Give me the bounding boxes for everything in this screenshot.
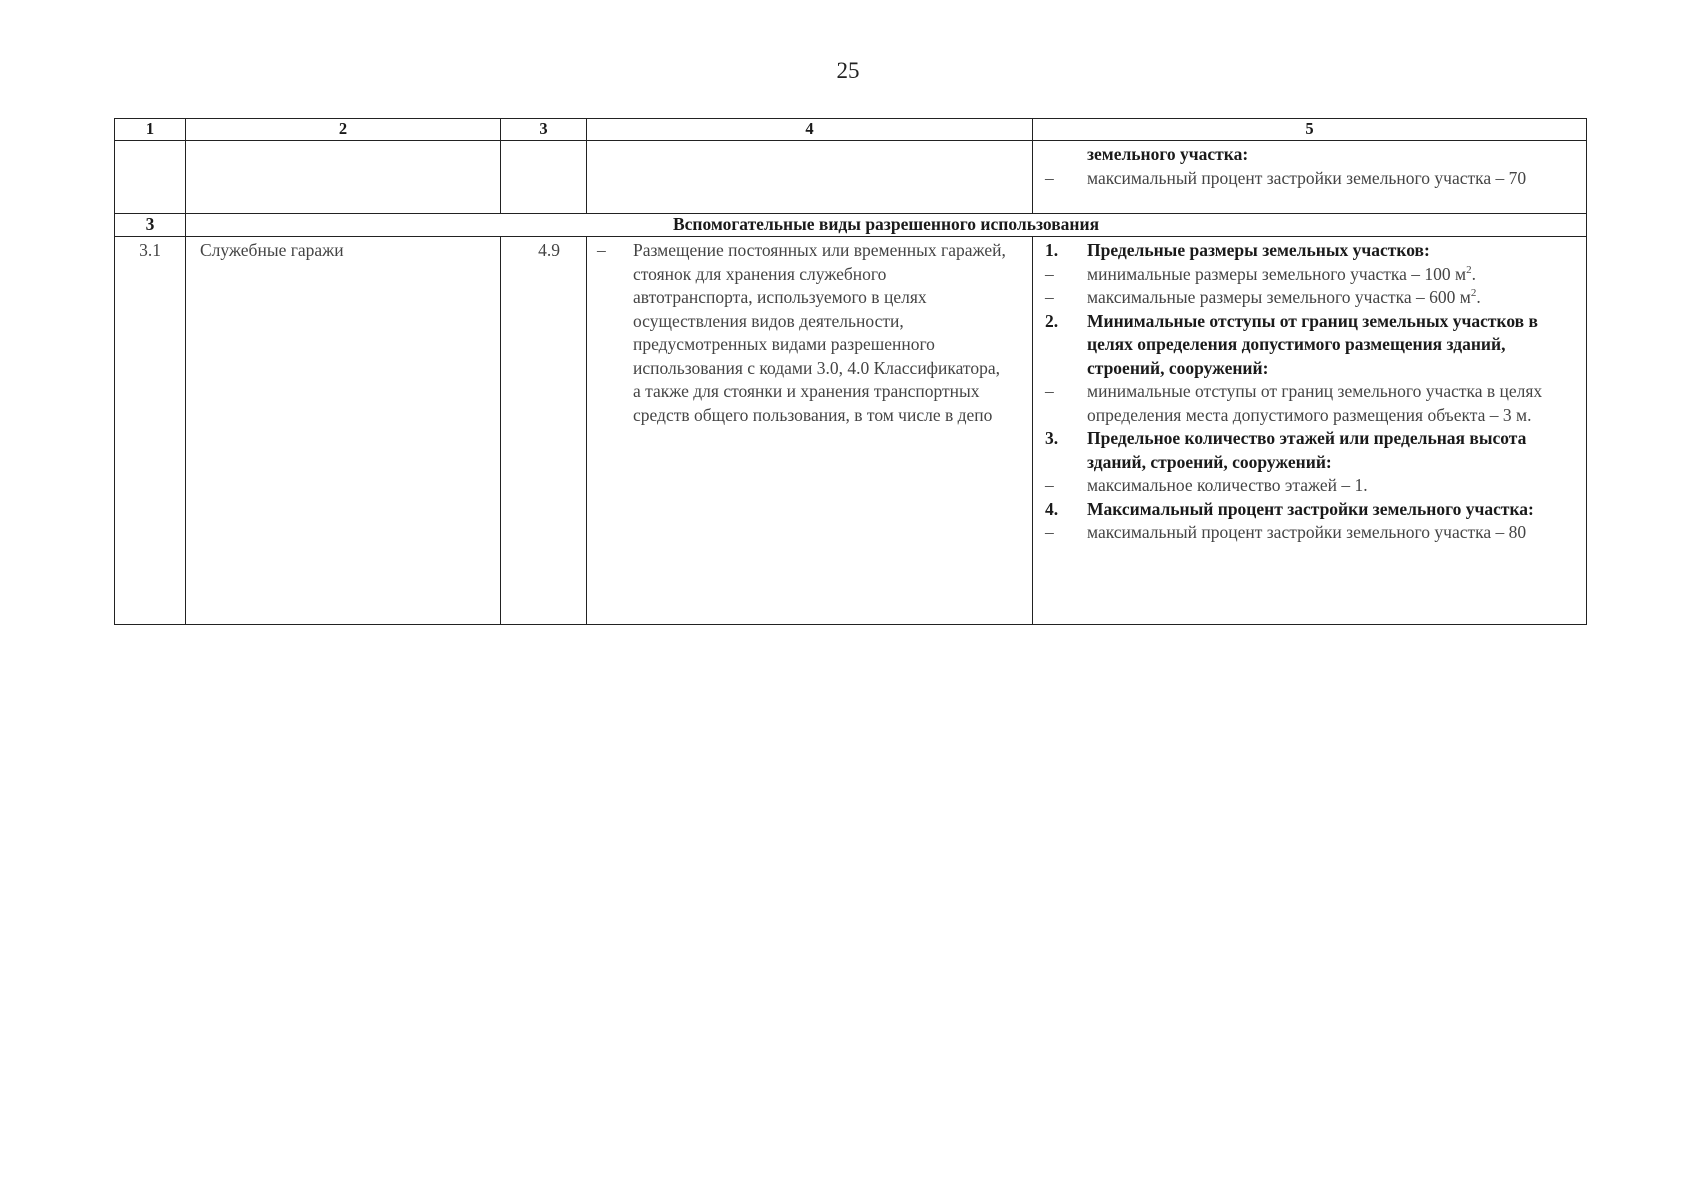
header-col-3: 3 xyxy=(501,119,587,141)
section-row xyxy=(115,214,1587,237)
section-title: Вспомогательные виды разрешенного использования xyxy=(186,214,1587,237)
param-heading-2: 2. Минимальные отступы от границ земельных участков в целях определения допустимого размещения зданий, строений, сооружений: xyxy=(1045,310,1538,378)
list-item xyxy=(1043,521,1576,545)
list-item xyxy=(1043,474,1576,498)
param-heading-3: 3. Предельное количество этажей или предельная высота зданий, строений, сооружений: xyxy=(1045,428,1527,472)
list-item: – максимальные размеры земельного участка – 600 $м^2$. xyxy=(1043,286,1576,310)
dash-marker: – xyxy=(1045,522,1054,542)
dash-marker: – xyxy=(1045,381,1054,401)
regulations-table xyxy=(114,118,1587,625)
header-col-4: 4 xyxy=(587,119,1033,141)
dash-marker: – xyxy=(1045,287,1054,307)
param-heading-4: 4. Максимальный процент застройки земельного участка: xyxy=(1045,498,1534,519)
continuation-row xyxy=(115,141,1587,214)
row-description: Размещение постоянных или временных гаражей, стоянок для хранения служебного автотранспорта, используемого в целях осуществления видов деятельности, предусмотренных видами разрешенного использования с кодами 3.0, 4.0 Классификатора, а также для стоянки и хранения транспортных средств общего пользования, в том числе в депо xyxy=(633,240,1006,425)
row-number: 3.1 xyxy=(115,237,186,625)
table-header-row xyxy=(115,119,1587,141)
continuation-title: земельного участка: xyxy=(1087,144,1249,164)
max-size-text: максимальные размеры земельного участка – 600 м xyxy=(1087,287,1471,307)
floors-text: максимальное количество этажей – 1. xyxy=(1087,475,1368,495)
header-col-5: 5 xyxy=(1033,119,1587,141)
dash-marker: – xyxy=(597,240,606,260)
list-item xyxy=(595,239,1010,427)
continuation-cell xyxy=(1033,141,1587,214)
list-item xyxy=(1043,167,1578,191)
dash-marker: – xyxy=(1045,167,1054,188)
dash-marker: – xyxy=(1045,263,1054,284)
row-description-cell xyxy=(587,237,1033,625)
setback-text: минимальные отступы от границ земельного участка в целях определения места допустимого размещения объекта – 3 м. xyxy=(1087,381,1543,425)
continuation-text: максимальный процент застройки земельного участка – 70 xyxy=(1087,167,1527,188)
list-item: – минимальные размеры земельного участка – 100 $м^2$. xyxy=(1043,263,1576,287)
row-code: 4.9 xyxy=(501,237,587,625)
header-col-2: 2 xyxy=(186,119,501,141)
page-number: 25 xyxy=(836,58,860,83)
coverage-text: максимальный процент застройки земельного участка – 80 xyxy=(1087,522,1527,542)
row-name: Служебные гаражи xyxy=(186,237,501,625)
header-col-1: 1 xyxy=(115,119,186,141)
dash-marker: – xyxy=(1045,475,1054,495)
min-size-text: минимальные размеры земельного участка – 100 м xyxy=(1087,263,1467,284)
param-heading-1: 1. Предельные размеры земельных участков: xyxy=(1045,240,1430,260)
row-parameters-cell xyxy=(1033,237,1587,625)
table-row xyxy=(115,237,1587,625)
list-item xyxy=(1043,380,1576,427)
section-number: 3 xyxy=(115,214,186,237)
